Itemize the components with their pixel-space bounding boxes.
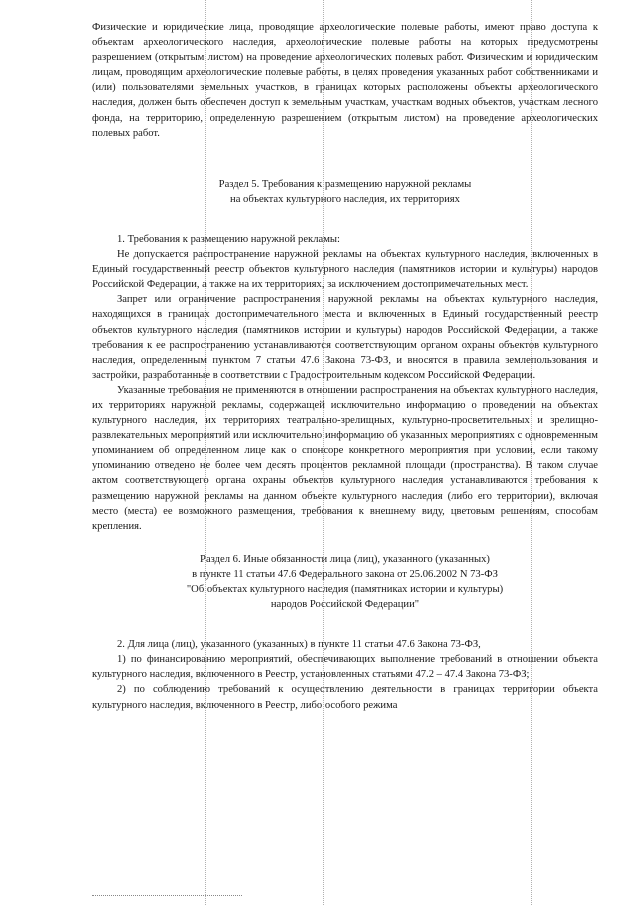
section-6-heading-line: в пункте 11 статьи 47.6 Федерального закона от 25.06.2002 N 73-ФЗ: [192, 568, 498, 580]
section-5-paragraph: Не допускается распространение наружной рекламы на объектах культурного наследия, включенных в Единый государственный реестр объектов культурного наследия (памятников истории и культуры) народов Российской Федерации, а также на их территориях, за исключением достопримечательных мест.: [92, 249, 598, 291]
section-6-heading: [92, 552, 598, 612]
section-5-paragraph: Запрет или ограничение распространения наружной рекламы на объектах культурного наследия, находящихся в границах достопримечательного места и включенных в Единый государственный реестр объектов культурного наследия (памятников истории и культуры) народов Российской Федерации, а также требования к ее распространению устанавливаются соответствующим органом охраны объектов культурного наследия, определенным пунктом 7 статьи 47.6 Закона 73-ФЗ, и вносятся в правила землепользования и застройки, разработанные в соответствии с Градостроительным кодексом Российской Федерации.: [92, 294, 598, 381]
footnote-separator: [92, 895, 242, 896]
section-5-heading-line: на объектах культурного наследия, их территориях: [230, 193, 460, 205]
intro-paragraph: Физические и юридические лица, проводящие археологические полевые работы, имеют право доступа к объектам археологического наследия, археологические полевые работы на которых предусмотрены разрешением (открытым листом) на проведение археологических полевых работ. Физическим и юридическим лицам, проводящим археологические полевые работы, в целях проведения указанных работ собственниками и (или) пользователями земельных участков, в границах которых расположены объекты археологического наследия, должен быть обеспечен доступ к земельным участкам, участкам водных объектов, участкам лесного фонда, на территорию, определенную разрешением (открытым листом) на проведение археологических полевых работ.: [92, 22, 598, 139]
document-body: [92, 20, 598, 713]
item-1: 1. Требования к размещению наружной рекламы:: [117, 233, 340, 245]
section-6-heading-line: "Об объектах культурного наследия (памятниках истории и культуры): [186, 584, 504, 595]
section-5-paragraph: Указанные требования не применяются в отношении распространения на объектах культурного наследия, их территориях наружной рекламы, содержащей исключительно информацию о проведении на объектах культурного наследия, их территориях театрально-зрелищных, культурно-просветительных и зрелищно-развлекательных мероприятий или исключительно информацию об указанных мероприятиях с одновременным упоминанием об определенном лице как о спонсоре конкретного мероприятия при условии, если такому упоминанию отведено не более чем десять процентов рекламной площади (пространства). В таком случае актом соответствующего органа охраны объектов культурного наследия устанавливаются требования к размещению наружной рекламы на данном объекте культурного наследия (либо его территории), включая место (места) ее возможного размещения, требования к внешнему виду, цветовым решениям, способам крепления.: [92, 384, 598, 532]
section-5-heading: [92, 177, 598, 207]
section-5-heading-line: Раздел 5. Требования к размещению наружной рекламы: [218, 178, 472, 190]
sub-item-2: 2) по соблюдению требований к осуществлению деятельности в границах территории объекта культурного наследия, включенного в Реестр, либо особого режима: [92, 684, 598, 711]
section-6-heading-line: Раздел 6. Иные обязанности лица (лиц), указанного (указанных): [200, 553, 490, 565]
sub-item-1: 1) по финансированию мероприятий, обеспечивающих выполнение требований в отношении объекта культурного наследия, включенного в Реестр, установленных статьями 47.2 – 47.4 Закона 73-ФЗ;: [92, 654, 598, 681]
item-2: 2. Для лица (лиц), указанного (указанных) в пункте 11 статьи 47.6 Закона 73-ФЗ,: [117, 639, 481, 651]
section-6-heading-line: народов Российской Федерации": [270, 599, 420, 611]
